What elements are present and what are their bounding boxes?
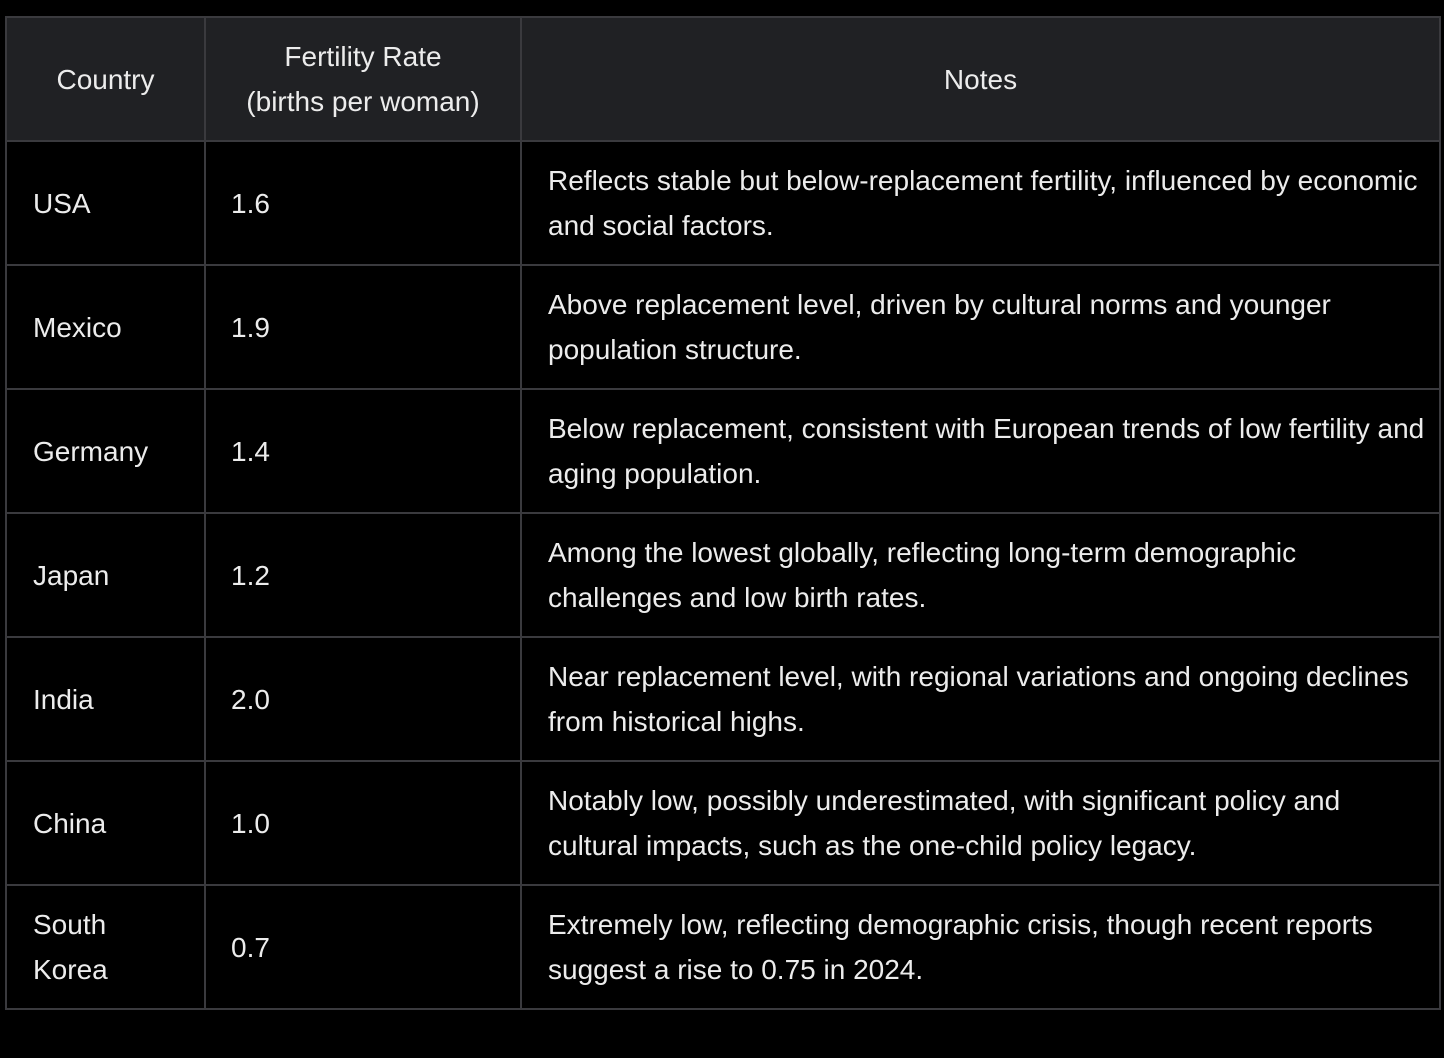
table-row	[6, 637, 1440, 761]
cell-country: Germany	[6, 389, 205, 513]
header-fertility-rate-unit: (births per woman)	[246, 86, 480, 117]
cell-fertility-rate: 1.4	[205, 389, 521, 513]
header-row	[6, 17, 1440, 141]
fertility-table-container	[5, 16, 1439, 1010]
table-row	[6, 389, 1440, 513]
cell-notes: Near replacement level, with regional variations and ongoing declines from historical highs.	[521, 637, 1440, 761]
header-fertility-rate	[205, 17, 521, 141]
header-fertility-rate-title: Fertility Rate	[284, 41, 442, 72]
table-row	[6, 885, 1440, 1009]
cell-fertility-rate: 1.2	[205, 513, 521, 637]
table-row	[6, 513, 1440, 637]
cell-country: China	[6, 761, 205, 885]
cell-country: Mexico	[6, 265, 205, 389]
cell-fertility-rate: 2.0	[205, 637, 521, 761]
cell-notes: Below replacement, consistent with European trends of low fertility and aging population.	[521, 389, 1440, 513]
cell-country: South Korea	[6, 885, 205, 1009]
table-body	[6, 141, 1440, 1009]
cell-fertility-rate: 0.7	[205, 885, 521, 1009]
cell-notes: Extremely low, reflecting demographic crisis, though recent reports suggest a rise to 0.75 in 2024.	[521, 885, 1440, 1009]
fertility-rate-table	[5, 16, 1441, 1010]
cell-country: USA	[6, 141, 205, 265]
table-row	[6, 761, 1440, 885]
cell-notes: Notably low, possibly underestimated, with significant policy and cultural impacts, such as the one-child policy legacy.	[521, 761, 1440, 885]
cell-notes: Above replacement level, driven by cultural norms and younger population structure.	[521, 265, 1440, 389]
header-country: Country	[6, 17, 205, 141]
table-row	[6, 141, 1440, 265]
cell-country: India	[6, 637, 205, 761]
header-notes: Notes	[521, 17, 1440, 141]
table-row	[6, 265, 1440, 389]
cell-notes: Reflects stable but below-replacement fertility, influenced by economic and social factors.	[521, 141, 1440, 265]
cell-fertility-rate: 1.9	[205, 265, 521, 389]
cell-fertility-rate: 1.0	[205, 761, 521, 885]
cell-country: Japan	[6, 513, 205, 637]
table-header	[6, 17, 1440, 141]
cell-fertility-rate: 1.6	[205, 141, 521, 265]
cell-notes: Among the lowest globally, reflecting long-term demographic challenges and low birth rates.	[521, 513, 1440, 637]
